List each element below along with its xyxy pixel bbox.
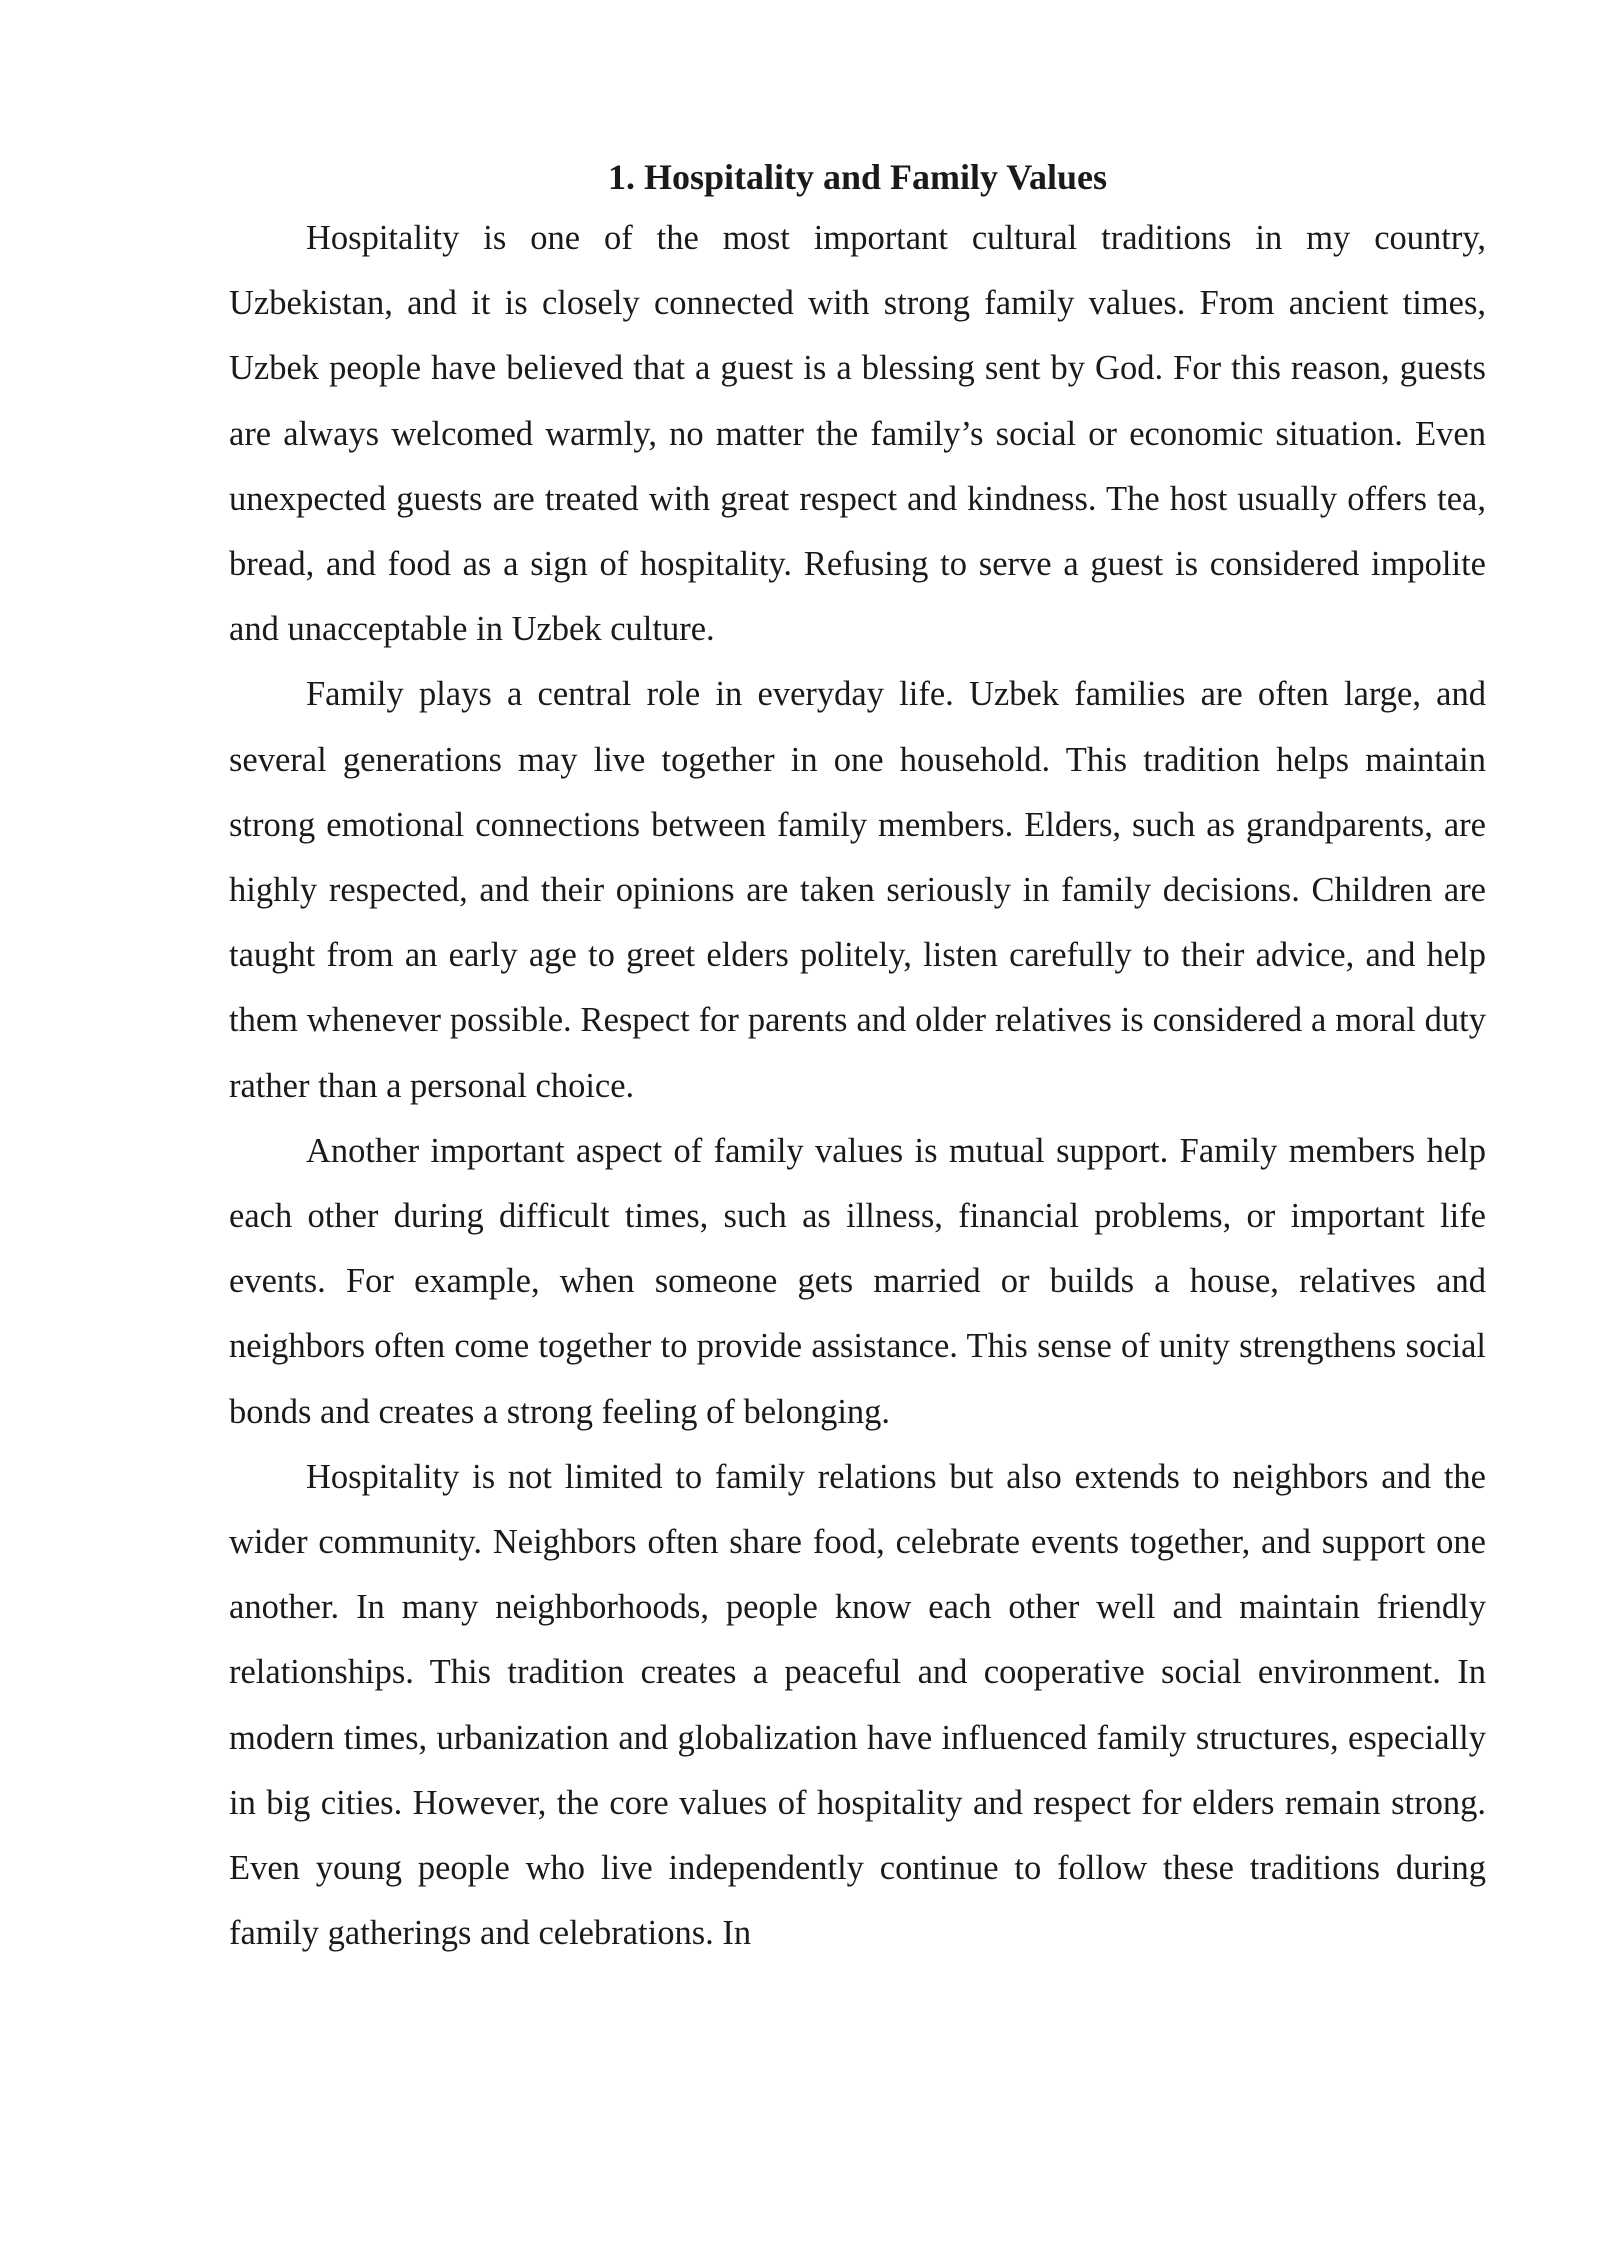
paragraph-community: Hospitality is not limited to family relations but also extends to neighbors and the wider community. Neighbors often share food, celebrate events together, and support one another. In many neighborhoods, people know each other well and maintain friendly relationships. This tradition creates a peaceful and cooperative social environment. In modern times, urbanization and globalization have influenced family structures, especially in big cities. However, the core values of hospitality and respect for elders remain strong. Even young people who live independently continue to follow these traditions during family gatherings and celebrations. In <box>229 1457 1486 1953</box>
section-heading: 1. Hospitality and Family Values <box>607 157 1108 197</box>
document-body <box>229 148 1486 1966</box>
paragraph-family-role: Family plays a central role in everyday life. Uzbek families are often large, and several generations may live together in one household. This tradition helps maintain strong emotional connections between family members. Elders, such as grandparents, are highly respected, and their opinions are taken seriously in family decisions. Children are taught from an early age to greet elders politely, listen carefully to their advice, and help them whenever possible. Respect for parents and older relatives is considered a moral duty rather than a personal choice. <box>229 675 1486 1105</box>
paragraph-hospitality: Hospitality is one of the most important cultural traditions in my country, Uzbekistan, and it is closely connected with strong family values. From ancient times, Uzbek people have believed that a guest is a blessing sent by God. For this reason, guests are always welcomed warmly, no matter the family’s social or economic situation. Even unexpected guests are treated with great respect and kindness. The host usually offers tea, bread, and food as a sign of hospitality. Refusing to serve a guest is considered impolite and unacceptable in Uzbek culture. <box>229 219 1486 649</box>
paragraph-mutual-support: Another important aspect of family values is mutual support. Family members help each other during difficult times, such as illness, financial problems, or important life events. For example, when someone gets married or builds a house, relatives and neighbors often come together to provide assistance. This sense of unity strengthens social bonds and creates a strong feeling of belonging. <box>229 1131 1486 1431</box>
